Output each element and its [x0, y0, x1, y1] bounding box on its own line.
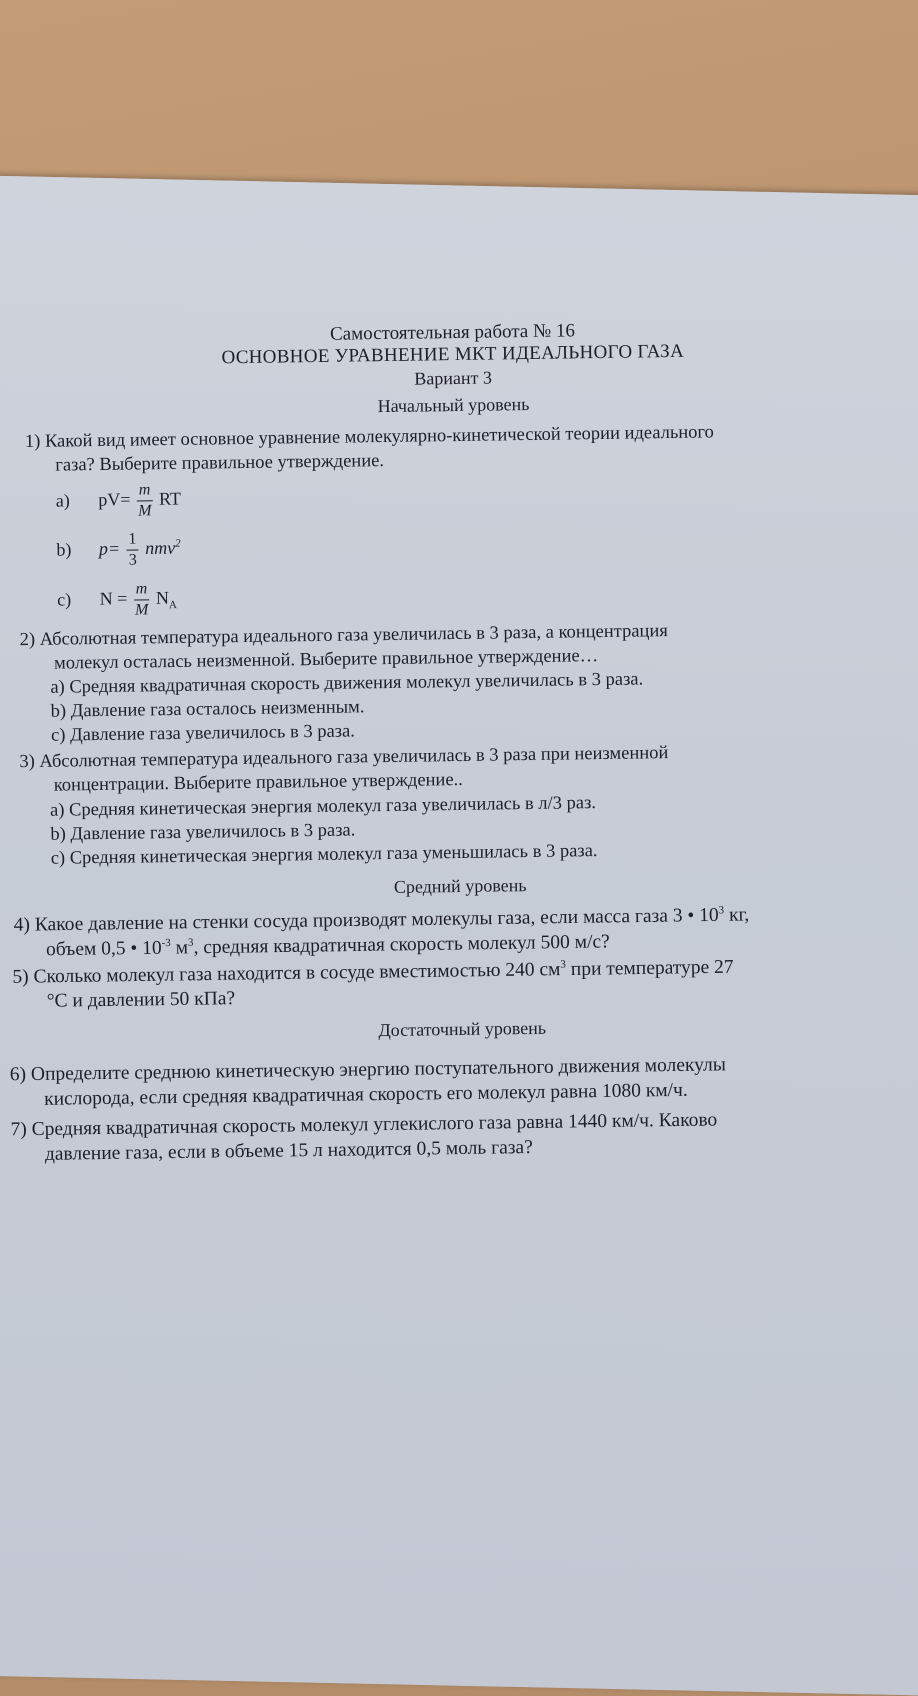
q3-option-c: c) Средняя кинетическая энергия молекул газа уменьшилась в 3 раза. [50, 841, 598, 869]
q2-line1: 2) Абсолютная температура идеального газа увеличилась в 3 раза, а концентрация [19, 621, 668, 651]
q1-line1: 1) Какой вид имеет основное уравнение молекулярно-кинетической теории идеального [24, 422, 715, 453]
fraction: $\frac{m}{M}$ [134, 580, 149, 619]
q5-line2: °С и давлении 50 кПа? [46, 988, 236, 1012]
q4-line2: объем 0,5 • $10^{-3}$ $м^3$, средняя квадратичная скорость молекул 500 м/с? [45, 931, 610, 961]
level-middle-heading: Средний уровень [393, 875, 527, 897]
variant-label: Вариант 3 [414, 367, 493, 389]
work-title: Самостоятельная работа № 16 [329, 320, 576, 345]
fraction: $\frac{m}{M}$ [138, 481, 152, 520]
q3-option-b: b) Давление газа увеличилось в 3 раза. [50, 820, 356, 845]
q2-option-b: b) Давление газа осталось неизменным. [50, 697, 365, 722]
q6-line2: кислорода, если средняя квадратичная скорость его молекул равна 1080 км/ч. [43, 1079, 688, 1110]
q1-option-a: a) pV= $\frac{m}{M}$ RT [55, 481, 182, 520]
level-sufficient-heading: Достаточный уровень [378, 1017, 547, 1041]
option-label: b) [56, 539, 72, 560]
q3-option-a: a) Средняя кинетическая энергия молекул газа увеличилась в л/3 раз. [49, 793, 597, 821]
q2-option-a: a) Средняя квадратичная скорость движения молекул увеличилась в 3 раза. [50, 669, 644, 698]
q6-line1: 6) Определите среднюю кинетическую энергию поступательного движения молекулы [9, 1054, 727, 1086]
q4-line1: 4) Какое давление на стенки сосуда производят молекулы газа, если масса газа 3 • $10^3$ кг, [13, 904, 750, 936]
level-initial-heading: Начальный уровень [377, 393, 530, 417]
topic-title: ОСНОВНОЕ УРАВНЕНИЕ МКТ ИДЕАЛЬНОГО ГАЗА [221, 340, 685, 369]
q2-line2: молекул осталась неизменной. Выберите правильное утверждение… [53, 646, 599, 674]
q1-option-b: b) p= $\frac{1}{3}$ nmv$^2$ [56, 530, 181, 569]
q5-line1: 5) Сколько молекул газа находится в сосуде вместимостью 240 $см^3$ при температуре 27 [12, 956, 734, 988]
q2-option-c: c) Давление газа увеличилось в 3 раза. [50, 721, 356, 746]
q3-line2: концентрации. Выберите правильное утверждение.. [53, 769, 463, 796]
q7-line2: давление газа, если в объеме 15 л находится 0,5 моль газа? [44, 1137, 533, 1165]
q1-line2: газа? Выберите правильное утверждение. [55, 451, 385, 476]
q1-option-c: c) N = $\frac{m}{M}$ $N_A$ [57, 580, 178, 619]
fraction: $\frac{1}{3}$ [128, 530, 137, 569]
q3-line1: 3) Абсолютная температура идеального газа увеличилась в 3 раза при неизменной [19, 743, 669, 773]
option-label: c) [57, 589, 72, 610]
q7-line1: 7) Средняя квадратичная скорость молекул углекислого газа равна 1440 км/ч. Каково [10, 1109, 718, 1141]
option-label: a) [55, 490, 70, 511]
